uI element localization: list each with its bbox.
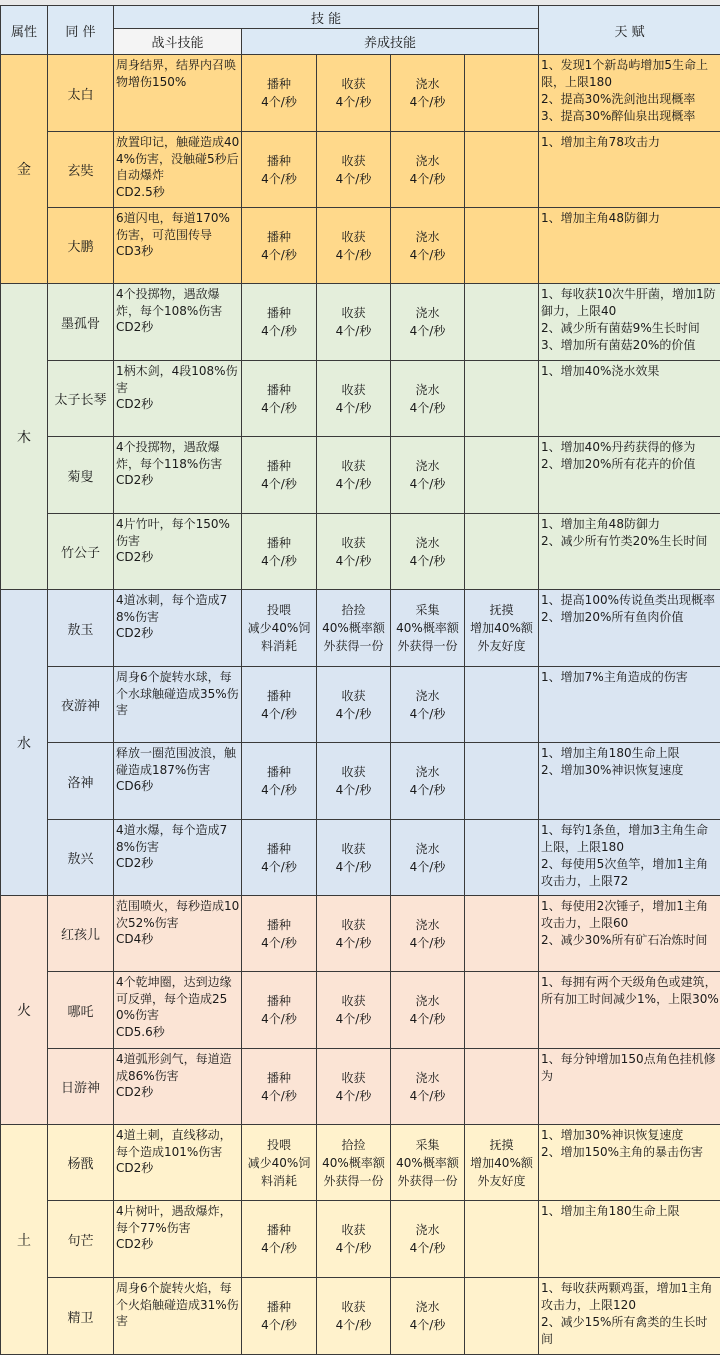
nurture-skill-cell [317,1049,391,1125]
nurture-skill-text: 浇水 4个/秒 [409,153,446,186]
skills-header: 技 能 [114,6,539,29]
nurture-skill-cell [317,132,391,208]
nurture-skill-cell [465,896,539,972]
nurture-skill-cell [391,1278,465,1355]
talent-line: 2、减少所有菌菇9%生长时间 [541,321,700,335]
nurture-skill-text: 浇水 4个/秒 [409,688,446,721]
nurture-skill-text: 收获 4个/秒 [335,688,372,721]
talent-line: 1、增加40%丹药获得的修为 [541,440,696,454]
companion-name: 杨戬 [48,1125,114,1201]
talent-line: 2、增加30%神识恢复速度 [541,763,684,777]
nurture-skill-text: 收获 4个/秒 [335,306,372,338]
table-row [1,590,720,667]
nurture-skill-text: 浇水 4个/秒 [409,382,446,415]
combat-skill-text: 4个乾坤圈，达到边缘可反弹，每个造成250%伤害 CD5.6秒 [116,975,232,1039]
nurture-skill-cell [242,896,317,972]
nurture-skill-cell [465,1201,539,1278]
nurture-skill-cell [242,820,317,896]
combat-skill-cell [114,55,242,132]
nurture-skill-cell [465,437,539,514]
talent-line: 2、增加20%所有花卉的价值 [541,457,696,471]
nurture-skill-text: 播种 4个/秒 [261,306,297,338]
combat-skill-text: 释放一圈范围波浪，触碰造成187%伤害 CD6秒 [116,746,237,793]
nurture-skill-text: 播种 4个/秒 [261,1300,297,1332]
nurture-skill-text: 播种 4个/秒 [261,229,297,262]
nurture-skill-cell [391,208,465,284]
talent-cell [539,208,720,284]
nurture-skill-text: 浇水 4个/秒 [409,994,446,1026]
nurture-skill-cell [242,972,317,1049]
combat-skill-text: 周身6个旋转水球，每个水球触碰造成35%伤害 [116,670,239,717]
table-row [1,1201,720,1278]
nurture-skill-header: 养成技能 [242,29,539,55]
nurture-skill-cell [391,361,465,437]
nurture-skill-text: 浇水 4个/秒 [409,765,446,797]
companion-name: 哪吒 [48,972,114,1049]
talent-line: 1、增加主角48防御力 [541,517,660,531]
talent-line: 1、每分钟增加150点角色挂机修为 [541,1052,716,1083]
nurture-skill-text: 浇水 4个/秒 [409,1070,446,1103]
nurture-skill-text: 浇水 4个/秒 [409,77,446,109]
nurture-skill-text: 收获 4个/秒 [335,459,372,491]
nurture-skill-cell [391,55,465,132]
nurture-skill-text: 收获 4个/秒 [335,153,372,186]
nurture-skill-text: 播种 4个/秒 [261,459,297,491]
talent-line: 2、提高30%洗剑池出现概率 [541,92,696,106]
nurture-skill-cell [317,743,391,820]
companion-table [0,5,720,1355]
companion-name: 敖玉 [48,590,114,667]
nurture-skill-cell [317,514,391,590]
nurture-skill-cell [317,55,391,132]
table-row [1,1125,720,1201]
nurture-skill-cell [317,208,391,284]
talent-line: 1、增加7%主角造成的伤害 [541,670,688,684]
talent-line: 1、每拥有两个天级角色或建筑，所有加工时间减少1%，上限30% [541,975,719,1006]
talent-line: 1、增加主角48防御力 [541,211,660,225]
nurture-skill-cell [465,1049,539,1125]
nurture-skill-text: 播种 4个/秒 [261,917,297,950]
nurture-skill-text: 收获 4个/秒 [335,77,372,109]
companion-name: 洛神 [48,743,114,820]
table-row [1,1278,720,1355]
talent-line: 2、每使用5次鱼竿，增加1主角攻击力，上限72 [541,857,708,888]
companion-name: 敖兴 [48,820,114,896]
companion-name: 大鹏 [48,208,114,284]
combat-skill-cell [114,1278,242,1355]
combat-skill-cell [114,1201,242,1278]
nurture-skill-cell [317,896,391,972]
nurture-skill-text: 采集 40%概率额外获得一份 [396,1137,459,1188]
nurture-skill-cell [391,590,465,667]
companion-name: 玄奘 [48,132,114,208]
nurture-skill-text: 收获 4个/秒 [335,765,372,797]
combat-skill-text: 周身结界，结界内召唤物增伤150% [116,58,237,89]
talent-cell [539,743,720,820]
nurture-skill-text: 播种 4个/秒 [261,994,297,1026]
attribute-cell: 水 [1,590,48,896]
table-row [1,284,720,361]
talent-line: 1、增加主角78攻击力 [541,135,660,149]
talent-line: 1、每收获10次牛肝菌，增加1防御力，上限40 [541,287,716,318]
nurture-skill-cell [242,437,317,514]
nurture-skill-cell [465,590,539,667]
nurture-skill-text: 浇水 4个/秒 [409,306,446,338]
talent-cell [539,820,720,896]
nurture-skill-text: 播种 4个/秒 [261,153,297,186]
companion-name: 太白 [48,55,114,132]
nurture-skill-cell [465,132,539,208]
nurture-skill-text: 投喂 减少40%饲料消耗 [247,603,311,653]
combat-skill-text: 4片树叶，遇敌爆炸，每个77%伤害 CD2秒 [116,1204,232,1251]
table-row [1,208,720,284]
combat-skill-cell [114,667,242,743]
nurture-skill-cell [317,1125,391,1201]
nurture-skill-text: 收获 4个/秒 [335,994,372,1026]
combat-skill-cell [114,132,242,208]
nurture-skill-cell [391,1201,465,1278]
nurture-skill-cell [465,208,539,284]
nurture-skill-cell [391,972,465,1049]
nurture-skill-text: 播种 4个/秒 [261,1070,297,1103]
combat-skill-cell [114,896,242,972]
combat-skill-cell [114,820,242,896]
nurture-skill-text: 收获 4个/秒 [335,229,372,262]
talent-line: 2、增加150%主角的暴击伤害 [541,1145,703,1159]
nurture-skill-text: 拾捡 40%概率额外获得一份 [322,603,385,653]
nurture-skill-text: 播种 4个/秒 [261,535,297,568]
nurture-skill-cell [317,284,391,361]
talent-line: 3、提高30%醉仙泉出现概率 [541,109,696,123]
combat-skill-text: 4片竹叶，每个150%伤害 CD2秒 [116,517,230,564]
nurture-skill-text: 浇水 4个/秒 [409,535,446,568]
nurture-skill-text: 播种 4个/秒 [261,77,297,109]
nurture-skill-text: 浇水 4个/秒 [409,1223,446,1255]
companion-name: 菊叟 [48,437,114,514]
combat-skill-text: 范围喷火，每秒造成10次52%伤害 CD4秒 [116,899,240,946]
combat-skill-text: 4个投掷物，遇敌爆炸，每个108%伤害 CD2秒 [116,287,223,334]
combat-skill-cell [114,284,242,361]
talent-line: 1、每使用2次锤子，增加1主角攻击力，上限60 [541,899,708,930]
nurture-skill-text: 投喂 减少40%饲料消耗 [247,1137,311,1188]
nurture-skill-text: 播种 4个/秒 [261,765,297,797]
attribute-cell: 火 [1,896,48,1125]
talent-cell [539,55,720,132]
combat-skill-text: 4道水爆，每个造成78%伤害 CD2秒 [116,823,228,870]
combat-skill-cell [114,590,242,667]
companion-header: 同 伴 [48,6,114,55]
nurture-skill-cell [242,667,317,743]
talent-line: 1、增加30%神识恢复速度 [541,1128,684,1142]
talent-cell [539,590,720,667]
talent-line: 1、每收获两颗鸡蛋，增加1主角攻击力，上限120 [541,1281,713,1312]
nurture-skill-text: 收获 4个/秒 [335,1223,372,1255]
combat-skill-cell [114,743,242,820]
nurture-skill-cell [465,361,539,437]
nurture-skill-cell [317,361,391,437]
talent-cell [539,361,720,437]
nurture-skill-text: 浇水 4个/秒 [409,229,446,262]
nurture-skill-cell [391,437,465,514]
nurture-skill-cell [317,590,391,667]
table-row [1,55,720,132]
combat-skill-cell [114,1125,242,1201]
nurture-skill-cell [242,284,317,361]
nurture-skill-cell [391,667,465,743]
nurture-skill-text: 抚摸 增加40%额外友好度 [470,603,533,653]
nurture-skill-text: 播种 4个/秒 [261,688,297,721]
nurture-skill-cell [391,514,465,590]
talent-cell [539,284,720,361]
table-row [1,361,720,437]
nurture-skill-cell [465,743,539,820]
header-row [1,6,720,29]
table-row [1,514,720,590]
talent-line: 2、增加20%所有鱼肉价值 [541,610,684,624]
nurture-skill-cell [242,55,317,132]
combat-skill-cell [114,361,242,437]
nurture-skill-cell [242,361,317,437]
nurture-skill-text: 采集 40%概率额外获得一份 [396,603,459,653]
nurture-skill-cell [317,1278,391,1355]
talent-cell [539,132,720,208]
nurture-skill-cell [242,743,317,820]
nurture-skill-cell [465,514,539,590]
talent-cell [539,1049,720,1125]
nurture-skill-text: 收获 4个/秒 [335,535,372,568]
nurture-skill-cell [465,667,539,743]
nurture-skill-cell [317,437,391,514]
companion-name: 太子长琴 [48,361,114,437]
nurture-skill-cell [317,820,391,896]
nurture-skill-cell [391,896,465,972]
talent-cell [539,1201,720,1278]
table-row [1,132,720,208]
nurture-skill-cell [391,1125,465,1201]
companion-name: 墨孤骨 [48,284,114,361]
nurture-skill-cell [465,1278,539,1355]
nurture-skill-cell [391,820,465,896]
attribute-cell: 木 [1,284,48,590]
talent-cell [539,437,720,514]
combat-skill-text: 放置印记，触碰造成404%伤害，没触碰5秒后自动爆炸 CD2.5秒 [116,135,240,199]
nurture-skill-cell [465,55,539,132]
nurture-skill-text: 播种 4个/秒 [261,841,297,874]
nurture-skill-cell [242,1049,317,1125]
nurture-skill-cell [391,743,465,820]
nurture-skill-cell [465,820,539,896]
companion-name: 精卫 [48,1278,114,1355]
table-row [1,437,720,514]
nurture-skill-text: 浇水 4个/秒 [409,841,446,874]
combat-skill-cell [114,514,242,590]
nurture-skill-text: 收获 4个/秒 [335,917,372,950]
talent-line: 2、减少所有竹类20%生长时间 [541,534,708,548]
nurture-skill-cell [391,132,465,208]
nurture-skill-text: 播种 4个/秒 [261,1223,297,1255]
combat-skill-cell [114,1049,242,1125]
nurture-skill-cell [242,1125,317,1201]
talent-line: 1、每钓1条鱼，增加3主角生命上限，上限180 [541,823,708,854]
talent-cell [539,972,720,1049]
talent-line: 1、增加主角180生命上限 [541,746,680,760]
table-row [1,667,720,743]
talent-header: 天 赋 [539,6,720,55]
table-row [1,896,720,972]
nurture-skill-cell [242,590,317,667]
talent-line: 2、减少15%所有禽类的生长时间 [541,1315,708,1346]
talent-cell [539,1278,720,1355]
talent-cell [539,1125,720,1201]
nurture-skill-cell [317,972,391,1049]
table-row [1,743,720,820]
companion-name: 红孩儿 [48,896,114,972]
talent-line: 3、增加所有菌菇20%的价值 [541,338,696,352]
nurture-skill-cell [465,972,539,1049]
talent-line: 1、发现1个新岛屿增加5生命上限，上限180 [541,58,708,89]
nurture-skill-cell [391,284,465,361]
talent-line: 2、减少30%所有矿石冶炼时间 [541,933,708,947]
companion-name: 竹公子 [48,514,114,590]
table-row [1,820,720,896]
talent-line: 1、增加主角180生命上限 [541,1204,680,1218]
nurture-skill-cell [242,1201,317,1278]
nurture-skill-cell [465,284,539,361]
combat-skill-cell [114,972,242,1049]
combat-skill-header: 战斗技能 [114,29,242,55]
attribute-cell: 土 [1,1125,48,1355]
talent-cell [539,667,720,743]
nurture-skill-text: 收获 4个/秒 [335,382,372,415]
combat-skill-text: 6道闪电，每道170%伤害，可范围传导 CD3秒 [116,211,230,258]
nurture-skill-text: 浇水 4个/秒 [409,917,446,950]
companion-name: 日游神 [48,1049,114,1125]
nurture-skill-cell [317,667,391,743]
table-row [1,1049,720,1125]
attribute-cell: 金 [1,55,48,284]
combat-skill-text: 4道土刺，直线移动，每个造成101%伤害 CD2秒 [116,1128,232,1175]
nurture-skill-text: 收获 4个/秒 [335,1070,372,1103]
nurture-skill-text: 浇水 4个/秒 [409,1300,446,1332]
combat-skill-text: 4个投掷物，遇敌爆炸，每个118%伤害 CD2秒 [116,440,223,487]
nurture-skill-cell [242,208,317,284]
combat-skill-text: 4道冰刺，每个造成78%伤害 CD2秒 [116,593,228,640]
combat-skill-text: 1柄木剑，4段108%伤害 CD2秒 [116,364,238,411]
nurture-skill-cell [465,1125,539,1201]
attribute-header: 属性 [1,6,48,55]
combat-skill-text: 周身6个旋转火焰，每个火焰触碰造成31%伤害 [116,1281,239,1328]
nurture-skill-text: 抚摸 增加40%额外友好度 [470,1137,533,1188]
nurture-skill-cell [242,1278,317,1355]
nurture-skill-cell [242,514,317,590]
combat-skill-cell [114,437,242,514]
talent-cell [539,896,720,972]
table-row [1,972,720,1049]
companion-name: 夜游神 [48,667,114,743]
nurture-skill-text: 浇水 4个/秒 [409,459,446,491]
nurture-skill-cell [317,1201,391,1278]
talent-line: 1、增加40%浇水效果 [541,364,660,378]
companion-name: 句芒 [48,1201,114,1278]
combat-skill-text: 4道弧形剑气，每道造成86%伤害 CD2秒 [116,1052,232,1099]
talent-line: 1、提高100%传说鱼类出现概率 [541,593,715,607]
nurture-skill-cell [391,1049,465,1125]
nurture-skill-cell [242,132,317,208]
talent-cell [539,514,720,590]
combat-skill-cell [114,208,242,284]
nurture-skill-text: 收获 4个/秒 [335,1300,372,1332]
nurture-skill-text: 收获 4个/秒 [335,841,372,874]
nurture-skill-text: 拾捡 40%概率额外获得一份 [322,1137,385,1188]
nurture-skill-text: 播种 4个/秒 [261,382,297,415]
